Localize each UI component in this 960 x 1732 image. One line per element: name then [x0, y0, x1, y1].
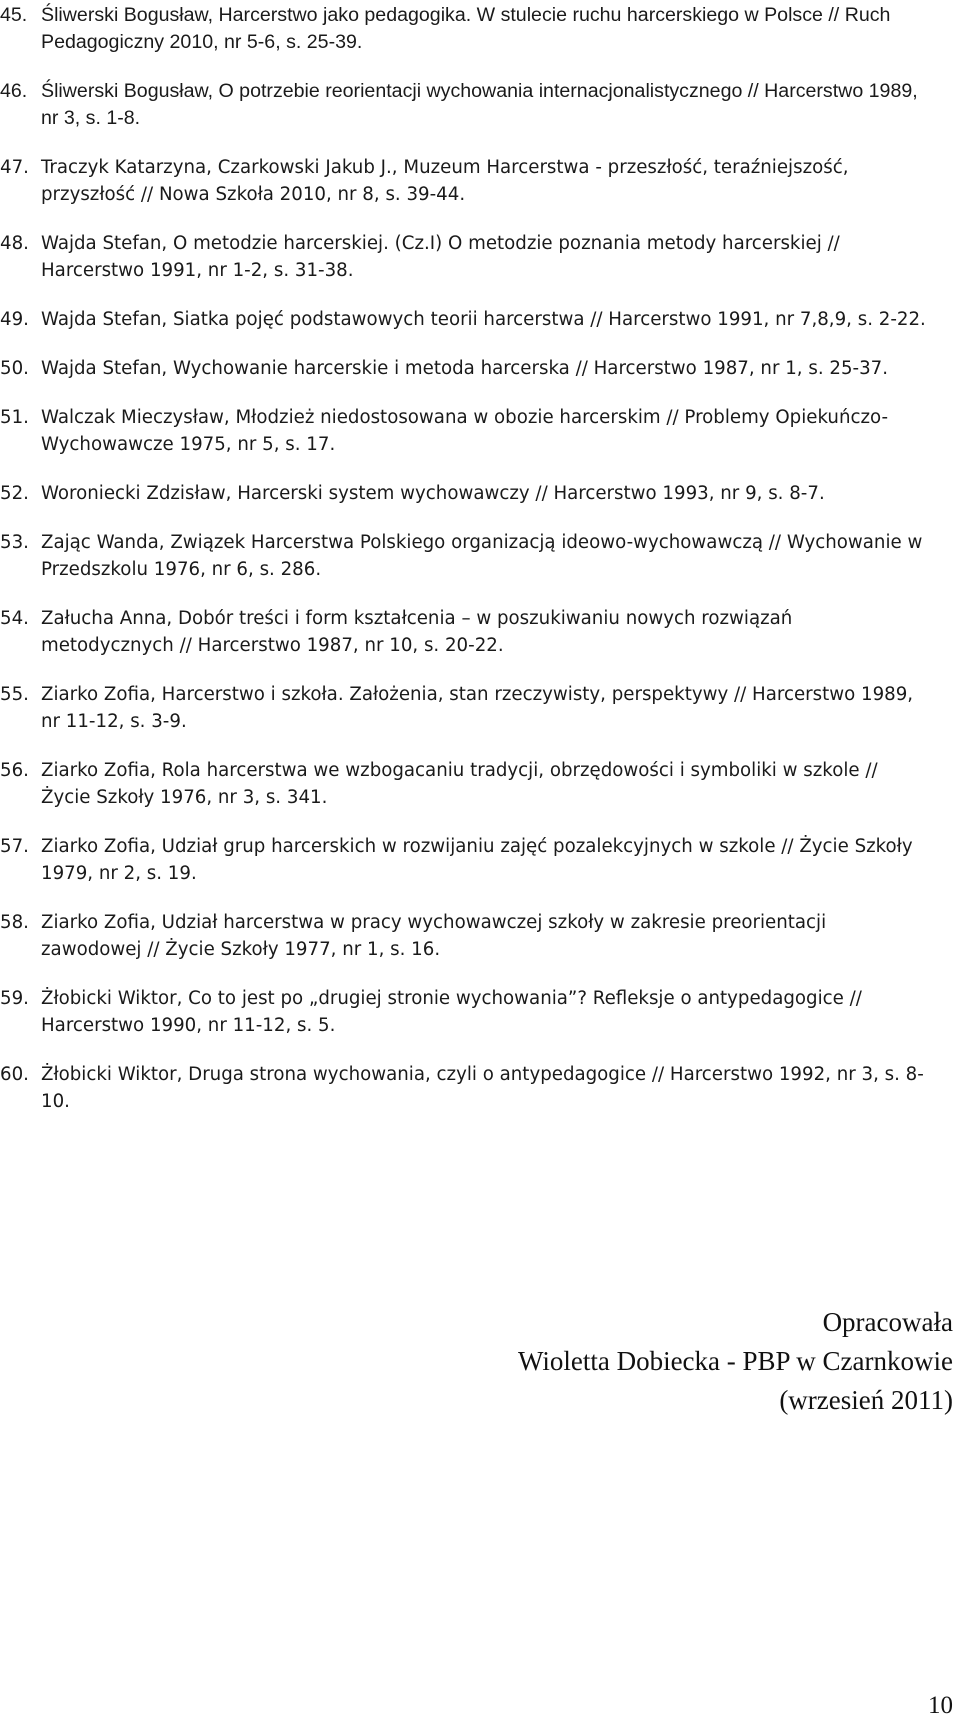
signature-prepared-by: Opracowała — [822, 1307, 953, 1337]
entry-text: Żłobicki Wiktor, Druga strona wychowania, czyli o antypedagogice // Harcerstwo 1992, nr 3, s. 8-10. — [41, 1064, 924, 1112]
entry-number: 48. — [0, 233, 29, 254]
bibliography-entry-56 — [0, 757, 960, 811]
entry-text: Wajda Stefan, Siatka pojęć podstawowych teorii harcerstwa // Harcerstwo 1991, nr 7,8,9, s. 2-22. — [41, 309, 926, 330]
bibliography-entry-54 — [0, 605, 960, 659]
entry-number: 58. — [0, 912, 29, 933]
entry-number: 49. — [0, 309, 29, 330]
author-signature — [518, 1303, 953, 1420]
bibliography-entry-45 — [0, 2, 960, 56]
entry-number: 57. — [0, 836, 29, 857]
entry-number: 60. — [0, 1064, 29, 1085]
entry-number: 59. — [0, 988, 29, 1009]
signature-author-name: Wioletta Dobiecka - PBP w Czarnkowie — [517, 1346, 953, 1376]
entry-number: 53. — [0, 532, 29, 553]
entry-text: Ziarko Zofia, Udział harcerstwa w pracy wychowawczej szkoły w zakresie preorientacji zawodowej // Życie Szkoły 1977, nr 1, s. 16. — [41, 912, 827, 960]
bibliography-entry-49 — [0, 306, 960, 333]
entry-text: Ziarko Zofia, Rola harcerstwa we wzbogacaniu tradycji, obrzędowości i symboliki w szkole // Życie Szkoły 1976, nr 3, s. 341. — [41, 760, 878, 808]
entry-text: Traczyk Katarzyna, Czarkowski Jakub J., Muzeum Harcerstwa - przeszłość, teraźniejszość, przyszłość // Nowa Szkoła 2010, nr 8, s. 39-44. — [41, 157, 849, 205]
bibliography-entry-50 — [0, 355, 960, 382]
entry-number: 45. — [0, 4, 28, 26]
entry-text: Śliwerski Bogusław, Harcerstwo jako pedagogika. W stulecie ruchu harcerskiego w Polsce // Ruch Pedagogiczny 2010, nr 5-6, s. 25-39. — [41, 4, 891, 53]
bibliography-entry-48 — [0, 230, 960, 284]
entry-text: Woroniecki Zdzisław, Harcerski system wychowawczy // Harcerstwo 1993, nr 9, s. 8-7. — [41, 483, 825, 504]
bibliography-entry-59 — [0, 985, 960, 1039]
bibliography-entry-60 — [0, 1061, 960, 1115]
entry-number: 56. — [0, 760, 29, 781]
entry-text: Żłobicki Wiktor, Co to jest po „drugiej stronie wychowania”? Refleksje o antypedagogice // Harcerstwo 1990, nr 11-12, s. 5. — [41, 988, 862, 1036]
entry-text: Śliwerski Bogusław, O potrzebie reorientacji wychowania internacjonalistycznego // Harcerstwo 1989, nr 3, s. 1-8. — [41, 80, 918, 129]
bibliography-list — [0, 2, 960, 1137]
entry-text: Ziarko Zofia, Udział grup harcerskich w rozwijaniu zajęć pozalekcyjnych w szkole // Życie Szkoły 1979, nr 2, s. 19. — [41, 836, 913, 884]
bibliography-entry-47 — [0, 154, 960, 208]
bibliography-entry-57 — [0, 833, 960, 887]
entry-text: Wajda Stefan, O metodzie harcerskiej. (Cz.I) O metodzie poznania metody harcerskiej // Harcerstwo 1991, nr 1-2, s. 31-38. — [41, 233, 840, 281]
entry-number: 50. — [0, 358, 29, 379]
bibliography-entry-52 — [0, 480, 960, 507]
entry-text: Załucha Anna, Dobór treści i form kształcenia – w poszukiwaniu nowych rozwiązań metodycznych // Harcerstwo 1987, nr 10, s. 20-22. — [41, 608, 793, 656]
entry-text: Wajda Stefan, Wychowanie harcerskie i metoda harcerska // Harcerstwo 1987, nr 1, s. 25-37. — [41, 358, 889, 379]
bibliography-entry-51 — [0, 404, 960, 458]
entry-number: 55. — [0, 684, 29, 705]
signature-date: (wrzesień 2011) — [779, 1385, 953, 1415]
bibliography-entry-53 — [0, 529, 960, 583]
entry-number: 52. — [0, 483, 29, 504]
entry-text: Ziarko Zofia, Harcerstwo i szkoła. Założenia, stan rzeczywisty, perspektywy // Harcerstwo 1989, nr 11-12, s. 3-9. — [41, 684, 914, 732]
entry-text: Walczak Mieczysław, Młodzież niedostosowana w obozie harcerskim // Problemy Opiekuńczo-Wychowawcze 1975, nr 5, s. 17. — [41, 407, 889, 455]
entry-number: 54. — [0, 608, 29, 629]
entry-number: 47. — [0, 157, 29, 178]
entry-text: Zając Wanda, Związek Harcerstwa Polskiego organizacją ideowo-wychowawczą // Wychowanie w Przedszkolu 1976, nr 6, s. 286. — [41, 532, 923, 580]
entry-number: 46. — [0, 80, 28, 102]
page-number: 10 — [928, 1692, 953, 1719]
entry-number: 51. — [0, 407, 29, 428]
bibliography-entry-46 — [0, 78, 960, 132]
bibliography-entry-58 — [0, 909, 960, 963]
bibliography-entry-55 — [0, 681, 960, 735]
